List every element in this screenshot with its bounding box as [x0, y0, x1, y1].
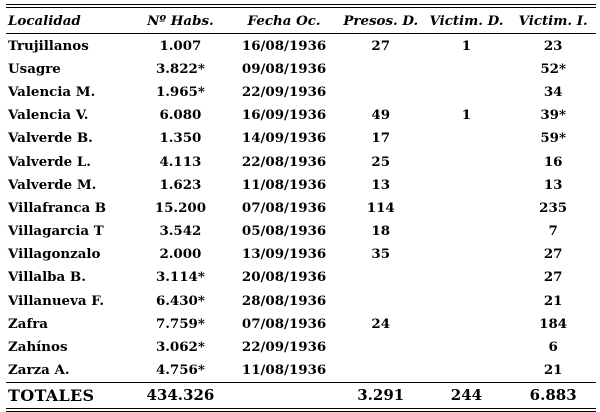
totals-presos: 3.291	[357, 386, 405, 405]
cell-habitantes: 6.080	[159, 107, 202, 124]
cell-habitantes: 3.542	[159, 223, 202, 240]
cell-fecha: 16/09/1936	[241, 107, 327, 124]
cell-localidad: Villagonzalo	[8, 246, 101, 263]
cell-fecha: 22/09/1936	[241, 339, 327, 356]
header-victim-d: Victim. D.	[429, 12, 504, 29]
cell-victim-i: 21	[543, 292, 563, 309]
table-row	[6, 243, 596, 266]
cell-victim-d: 1	[461, 37, 472, 54]
table-row	[6, 289, 596, 312]
cell-presos: 24	[371, 315, 391, 332]
cell-victim-i: 27	[543, 246, 563, 263]
table-row	[6, 266, 596, 289]
cell-localidad: Valverde L.	[8, 153, 91, 170]
table-row	[6, 335, 596, 358]
cell-fecha: 11/08/1936	[241, 362, 327, 379]
cell-habitantes: 15.200	[154, 199, 207, 216]
totals-row	[6, 383, 596, 408]
cell-localidad: Trujillanos	[8, 37, 89, 54]
table-row	[6, 196, 596, 219]
table-row	[6, 359, 596, 382]
cell-habitantes: 4.756*	[155, 362, 205, 379]
table-row	[6, 173, 596, 196]
cell-fecha: 20/08/1936	[241, 269, 327, 286]
cell-fecha: 11/08/1936	[241, 176, 327, 193]
cell-localidad: Zarza A.	[8, 362, 70, 379]
cell-habitantes: 1.350	[159, 130, 202, 147]
bottom-rule	[6, 408, 596, 412]
cell-habitantes: 2.000	[159, 246, 202, 263]
cell-victim-i: 39*	[540, 107, 566, 124]
cell-fecha: 16/08/1936	[241, 37, 327, 54]
table-row	[6, 34, 596, 57]
cell-victim-d: 1	[461, 107, 472, 124]
cell-fecha: 07/08/1936	[241, 199, 327, 216]
totals-habitantes: 434.326	[146, 386, 215, 405]
header-habitantes: Nº Habs.	[147, 12, 214, 29]
cell-fecha: 28/08/1936	[241, 292, 327, 309]
cell-habitantes: 7.759*	[155, 315, 205, 332]
table-row	[6, 312, 596, 335]
cell-victim-i: 13	[543, 176, 563, 193]
cell-localidad: Zafra	[8, 315, 48, 332]
cell-presos: 35	[371, 246, 391, 263]
header-presos: Presos. D.	[343, 12, 419, 29]
cell-habitantes: 4.113	[159, 153, 202, 170]
table-row	[6, 57, 596, 80]
cell-victim-i: 52*	[540, 60, 566, 77]
cell-habitantes: 3.062*	[155, 339, 205, 356]
cell-presos: 27	[371, 37, 391, 54]
cell-localidad: Valverde B.	[8, 130, 93, 147]
cell-victim-i: 27	[543, 269, 563, 286]
table-row	[6, 220, 596, 243]
cell-victim-i: 6	[548, 339, 558, 356]
data-table	[6, 4, 596, 412]
cell-presos: 13	[371, 176, 391, 193]
cell-victim-i: 34	[543, 83, 563, 100]
cell-localidad: Villalba B.	[8, 269, 86, 286]
cell-fecha: 22/08/1936	[241, 153, 327, 170]
table-row	[6, 80, 596, 103]
cell-localidad: Villafranca B	[8, 199, 107, 216]
cell-victim-i: 184	[539, 315, 568, 332]
cell-fecha: 09/08/1936	[241, 60, 327, 77]
cell-victim-i: 16	[543, 153, 563, 170]
cell-victim-i: 23	[543, 37, 563, 54]
cell-presos: 49	[371, 107, 391, 124]
cell-presos: 25	[371, 153, 391, 170]
header-fecha: Fecha Oc.	[247, 12, 321, 29]
table-body	[6, 34, 596, 382]
cell-localidad: Usagre	[8, 60, 61, 77]
cell-victim-i: 7	[548, 223, 558, 240]
totals-victim-d: 244	[450, 386, 483, 405]
cell-presos: 114	[366, 199, 395, 216]
cell-fecha: 14/09/1936	[241, 130, 327, 147]
table-row	[6, 127, 596, 150]
cell-habitantes: 1.623	[159, 176, 202, 193]
header-localidad: Localidad	[8, 12, 81, 29]
cell-habitantes: 1.007	[159, 37, 202, 54]
cell-habitantes: 3.114*	[155, 269, 205, 286]
cell-habitantes: 1.965*	[155, 83, 205, 100]
cell-localidad: Valencia V.	[8, 107, 89, 124]
cell-localidad: Villagarcia T	[8, 223, 104, 240]
cell-habitantes: 6.430*	[155, 292, 205, 309]
cell-fecha: 22/09/1936	[241, 83, 327, 100]
cell-localidad: Valencia M.	[8, 83, 96, 100]
cell-presos: 17	[371, 130, 391, 147]
cell-fecha: 13/09/1936	[241, 246, 327, 263]
totals-label: TOTALES	[8, 385, 95, 405]
cell-habitantes: 3.822*	[155, 60, 205, 77]
totals-victim-i: 6.883	[529, 386, 577, 405]
cell-localidad: Villanueva F.	[8, 292, 105, 309]
cell-victim-i: 59*	[540, 130, 566, 147]
table-row	[6, 150, 596, 173]
header-row	[6, 8, 596, 33]
cell-localidad: Zahínos	[8, 339, 68, 356]
cell-victim-i: 235	[539, 199, 568, 216]
header-victim-i: Victim. I.	[518, 12, 588, 29]
cell-victim-i: 21	[543, 362, 563, 379]
table-row	[6, 104, 596, 127]
cell-presos: 18	[371, 223, 391, 240]
cell-localidad: Valverde M.	[8, 176, 97, 193]
cell-fecha: 07/08/1936	[241, 315, 327, 332]
cell-fecha: 05/08/1936	[241, 223, 327, 240]
